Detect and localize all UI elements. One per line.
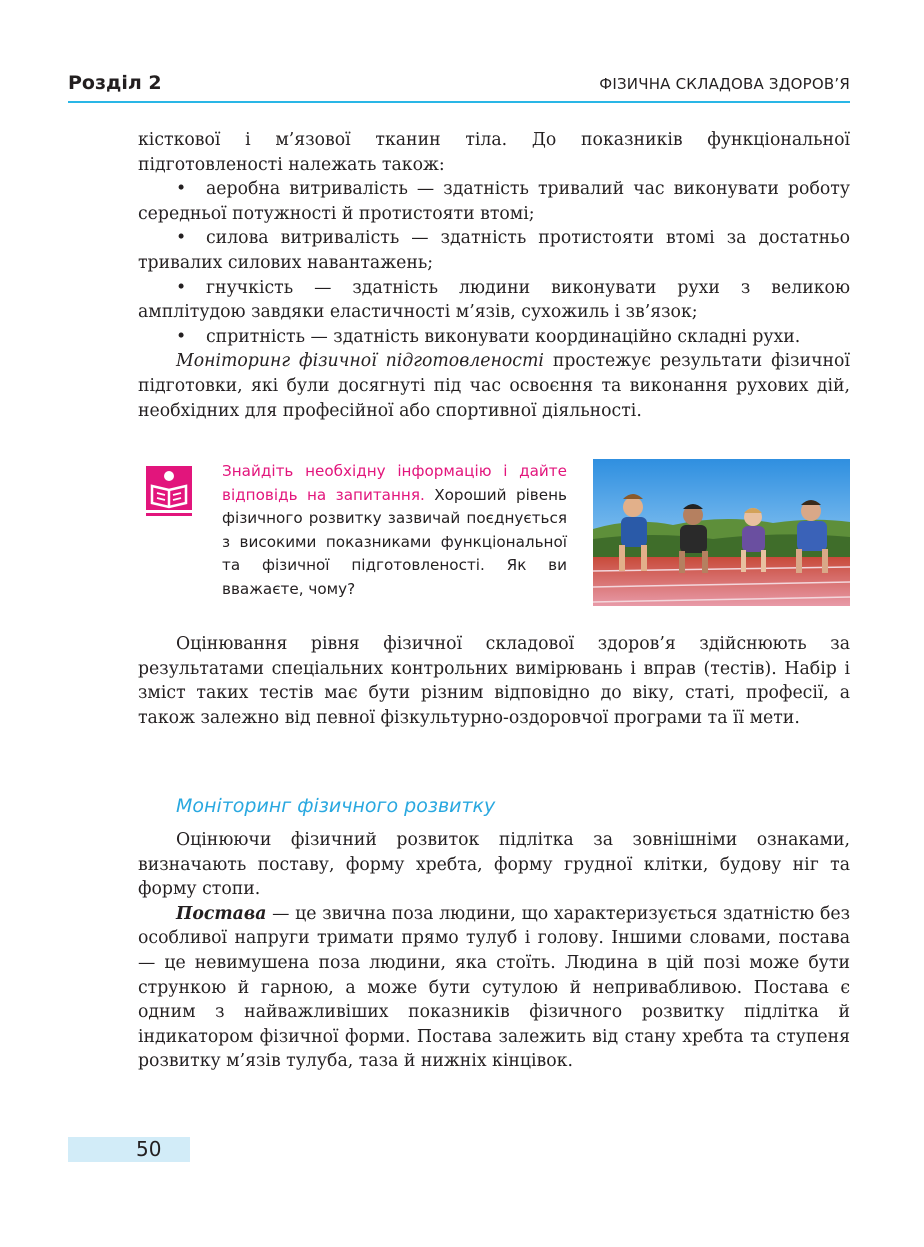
task-highlight: Знайдіть необхідну інформацію і дайте відповідь на запитання. [222, 462, 567, 504]
icon-underline [146, 513, 192, 516]
book-reader-icon [146, 466, 192, 510]
intro-paragraph: кісткової і м’язової тканин тіла. До показників функціональної підготовленості належать також: [138, 130, 850, 175]
development-paragraph: Оцінюючи фізичний розвиток підлітка за зовнішніми ознаками, визначають поставу, форму хребта, форму грудної клітки, будову ніг та форму стопи. [138, 830, 850, 900]
exercise-photo [593, 459, 850, 606]
monitoring-paragraph: Моніторинг фізичної підготовленості простежує результати фізичної підготовки, які були досягнуті під час освоєння та виконання рухових дій, необхідних для професійної або спортивної діяльності. [138, 351, 850, 421]
page-number: 50 [136, 1137, 162, 1161]
evaluation-paragraph: Оцінювання рівня фізичної складової здоров’я здійснюють за результатами спеціальних контрольних вимірювань і вправ (тестів). Набір і зміст таких тестів має бути різним відповідно до віку, статі, професії, а також залежно від певної фізкультурно-оздоровчої програми та її мети. [138, 634, 850, 728]
monitoring-term: Моніторинг фізичної підготовленості [176, 351, 544, 372]
page-number-tab [68, 1137, 190, 1162]
lower-text-block [138, 828, 850, 1074]
posture-paragraph: Постава — це звична поза людини, що характеризується здатністю без особливої напруги тримати прямо тулуб і голову. Іншими словами, постава — це невимушена поза людини, яка стоїть. Людина в цій позі може бути стрункою й гарною, а може бути сутулою й непривабливою. Постава є одним з найважливіших показників фізичного розвитку підлітка й індикатором фізичної форми. Постава залежить від стану хребта та ступеня розвитку м’язів тулуба, таза й нижніх кінцівок. [138, 903, 850, 1072]
chapter-title: ФІЗИЧНА СКЛАДОВА ЗДОРОВ’Я [599, 75, 850, 93]
task-question: Хороший рівень фізичного розвитку зазвичай поєднується з високими показниками функціональної та фізичної підготовленості. Як ви вважаєте, чому? [222, 485, 567, 598]
section-subheading: Моніторинг фізичного розвитку [176, 795, 496, 817]
bullet-icon: • [176, 179, 187, 200]
bullet-icon: • [176, 228, 187, 249]
bullet-icon: • [176, 277, 187, 298]
task-box-text [222, 460, 567, 601]
list-item: • спритність — здатність виконувати координаційно складні рухи. [138, 325, 850, 350]
list-item: • аеробна витривалість — здатність тривалий час виконувати роботу середньої потужності й протистояти втомі; [138, 179, 850, 224]
bullet-icon: • [176, 326, 187, 347]
section-label: Розділ 2 [68, 72, 162, 94]
list-item: • гнучкість — здатність людини виконувати рухи з великою амплітудою завдяки еластичності м’язів, сухожиль і зв’язок; [138, 277, 850, 323]
evaluation-text-block [138, 632, 850, 730]
posture-term: Постава [176, 903, 267, 924]
top-text-block [138, 128, 850, 423]
list-item: • силова витривалість — здатність протистояти втомі за достатньо тривалих силових навантажень; [138, 228, 850, 273]
header-divider [68, 101, 850, 103]
page-header [68, 72, 850, 102]
